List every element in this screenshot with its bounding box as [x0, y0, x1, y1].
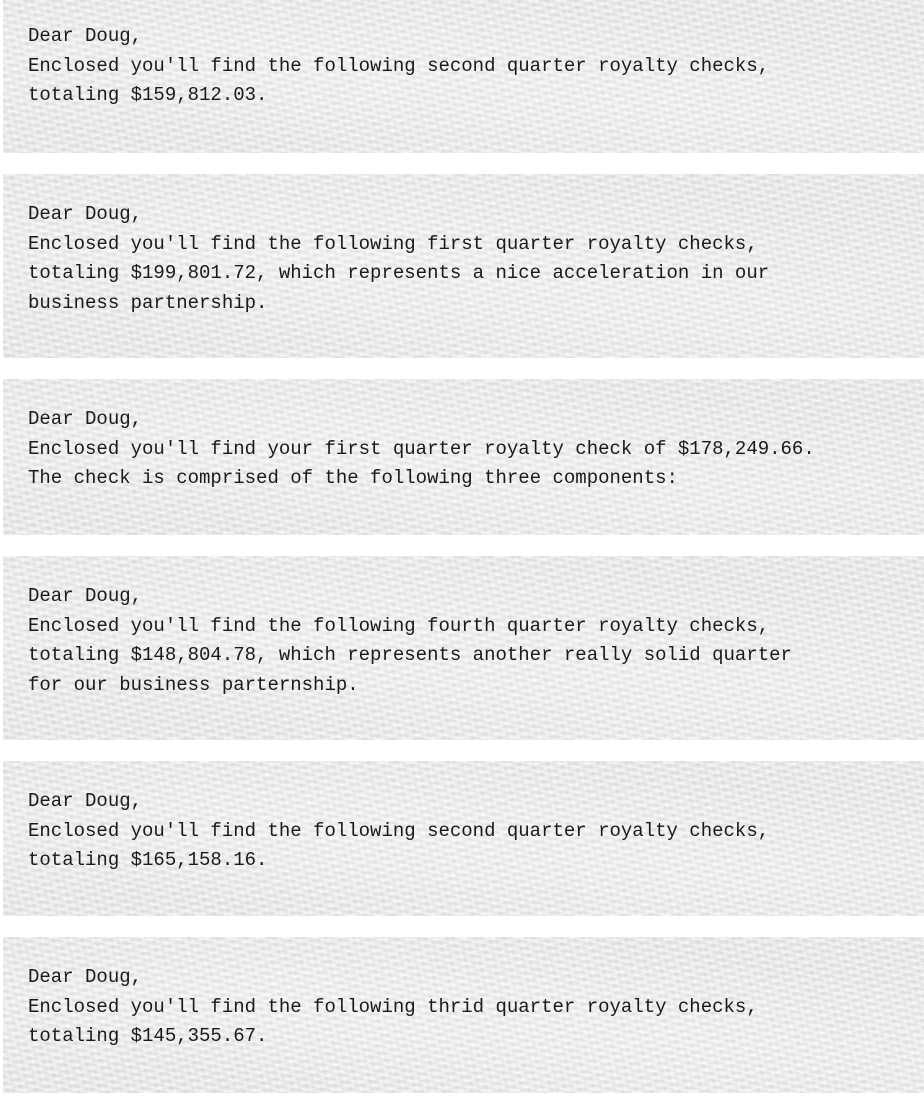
letter-card [3, 174, 924, 358]
letter-card [3, 379, 924, 535]
letter-greeting: Dear Doug, [28, 203, 143, 225]
letter-greeting: Dear Doug, [28, 585, 143, 607]
letter-card [3, 937, 924, 1093]
letter-body-line: Enclosed you'll find the following second quarter royalty checks, [28, 819, 770, 842]
letter-body-line: for our business parternship. [28, 673, 359, 696]
letter-body-line: totaling $148,804.78, which represents another really solid quarter [28, 644, 792, 666]
letter-body-line: totaling $165,158.16. [28, 849, 268, 871]
letter-body-line: Enclosed you'll find your first quarter royalty check of $178,249.66. [28, 437, 815, 460]
letter-card [3, 761, 924, 916]
letter-greeting: Dear Doug, [28, 408, 143, 430]
letter-body-line: The check is comprised of the following three components: [28, 467, 678, 489]
letter-greeting: Dear Doug, [28, 790, 143, 812]
letter-body-line: Enclosed you'll find the following thrid quarter royalty checks, [28, 995, 758, 1018]
letter-body-line: totaling $145,355.67. [28, 1025, 268, 1047]
letter-body-line: totaling $159,812.03. [28, 84, 268, 106]
letter-body-line: totaling $199,801.72, which represents a nice acceleration in our [28, 262, 770, 284]
letter-body-line: Enclosed you'll find the following fourth quarter royalty checks, [28, 614, 770, 637]
letter-card [3, 0, 924, 153]
letter-card [3, 556, 924, 740]
letter-greeting: Dear Doug, [28, 966, 143, 988]
letter-greeting: Dear Doug, [28, 25, 143, 47]
letter-body-line: business partnership. [28, 291, 268, 314]
letter-body-line: Enclosed you'll find the following second quarter royalty checks, [28, 54, 770, 77]
letter-body-line: Enclosed you'll find the following first quarter royalty checks, [28, 232, 758, 255]
